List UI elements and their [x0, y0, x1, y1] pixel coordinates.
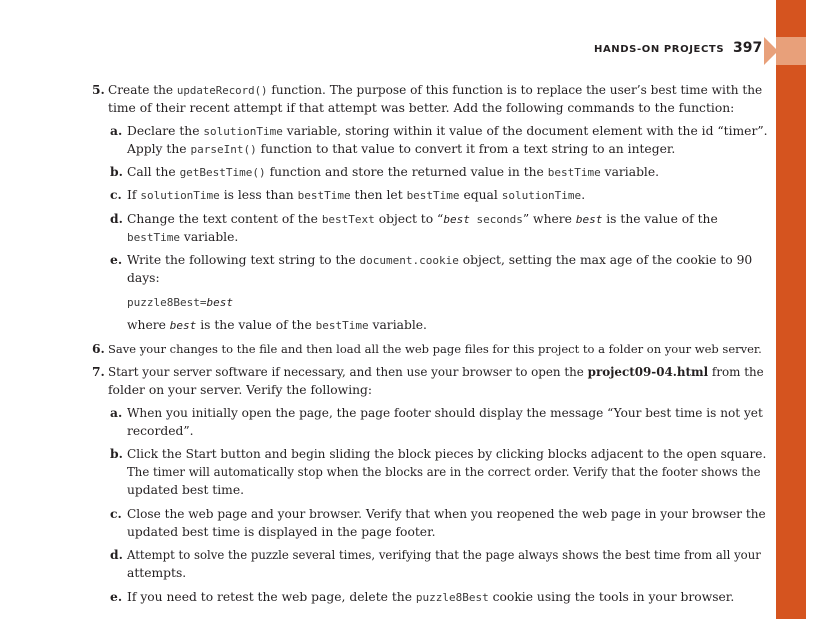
- step-5e-line-1: Write the following text string to the document.cookie object, setting the max age of the cookie to 90: [127, 253, 753, 267]
- cookie-code-line: puzzle8Best=best: [127, 296, 233, 309]
- step-number: 6.: [92, 341, 105, 356]
- substep-letter: a.: [110, 123, 123, 138]
- step-5c-line-1: If solutionTime is less than bestTime then let bestTime equal solutionTime.: [127, 188, 586, 202]
- step-7d-line-2: attempts.: [127, 566, 187, 580]
- step-5d-line-1: Change the text content of the bestText object to “best seconds” where best is the value of the: [127, 212, 718, 226]
- substep-letter: a.: [110, 405, 123, 420]
- page-tab: [776, 37, 806, 65]
- side-color-bar: [776, 0, 806, 619]
- step-7c-line-2: updated best time is displayed in the page footer.: [127, 525, 436, 539]
- substep-letter: d.: [110, 211, 123, 226]
- step-5b-line-1: Call the getBestTime() function and store the returned value in the bestTime variable.: [127, 165, 660, 179]
- step-5-line-1: Create the updateRecord() function. The purpose of this function is to replace the user’s best time with the: [108, 83, 763, 97]
- step-7b-line-1: Click the Start button and begin sliding the block pieces by clicking blocks adjacent to the open square.: [127, 447, 767, 461]
- step-number: 5.: [92, 82, 105, 97]
- substep-letter: c.: [110, 187, 122, 202]
- step-5d-line-2: bestTime variable.: [127, 230, 239, 244]
- step-5e-line-2: days:: [127, 271, 160, 285]
- substep-letter: b.: [110, 164, 123, 179]
- step-number: 7.: [92, 364, 105, 379]
- step-7a-line-1: When you initially open the page, the page footer should display the message “Your best time is not yet: [127, 406, 763, 420]
- step-7d-line-1: Attempt to solve the puzzle several times, verifying that the page always shows the best time from all your: [127, 548, 761, 562]
- step-7b-line-2: The timer will automatically stop when the blocks are in the correct order. Verify that the footer shows the: [127, 465, 761, 479]
- step-6-line-1: Save your changes to the file and then load all the web page files for this project to a folder on your web server.: [108, 342, 762, 356]
- substep-letter: e.: [110, 589, 123, 604]
- step-5a-line-2: Apply the parseInt() function to that value to convert it from a text string to an integer.: [127, 142, 676, 156]
- page-tab-arrow: [764, 37, 778, 65]
- running-header: HANDS-ON PROJECTS: [594, 44, 725, 55]
- step-7a-line-2: recorded”.: [127, 424, 194, 438]
- step-7-line-2: folder on your server. Verify the following:: [108, 383, 373, 397]
- substep-letter: b.: [110, 446, 123, 461]
- step-5e-line-3: where best is the value of the bestTime variable.: [127, 318, 427, 332]
- step-7e-line-1: If you need to retest the web page, delete the puzzle8Best cookie using the tools in your browser.: [127, 590, 735, 604]
- substep-letter: c.: [110, 506, 122, 521]
- substep-letter: d.: [110, 547, 123, 562]
- substep-letter: e.: [110, 252, 123, 267]
- step-5-line-2: time of their recent attempt if that attempt was better. Add the following commands to the function:: [108, 101, 735, 115]
- step-5a-line-1: Declare the solutionTime variable, storing within it value of the document element with the id “timer”.: [127, 124, 768, 138]
- page-number: 397: [733, 40, 763, 56]
- step-7c-line-1: Close the web page and your browser. Verify that when you reopened the web page in your browser the: [127, 507, 766, 521]
- step-7b-line-3: updated best time.: [127, 483, 245, 497]
- step-7-line-1: Start your server software if necessary, and then use your browser to open the project09-04.html from the: [108, 365, 764, 379]
